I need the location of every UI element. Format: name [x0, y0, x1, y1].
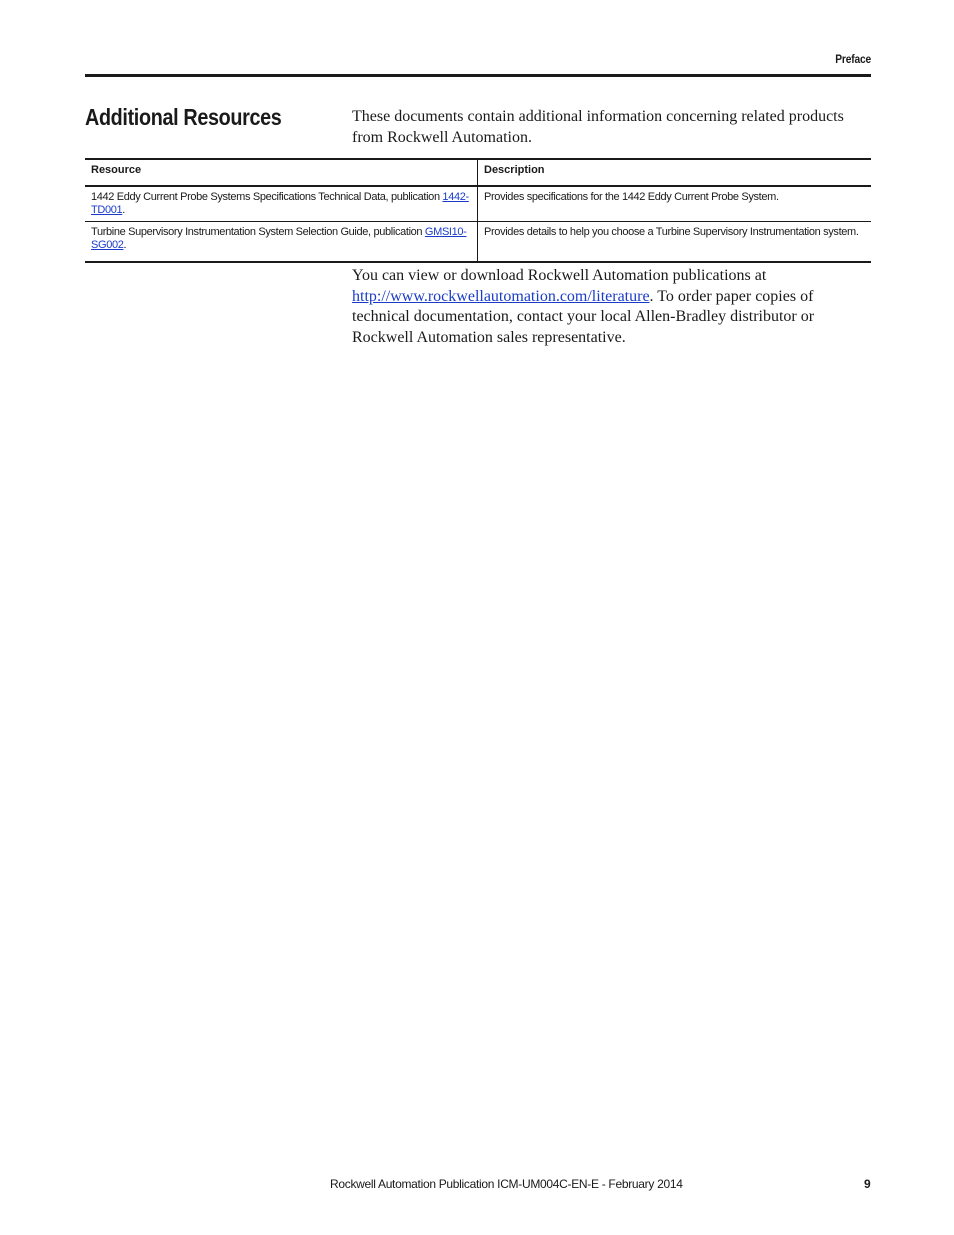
- header-rule: [85, 74, 871, 77]
- description-cell: Provides specifications for the 1442 Eddy Current Probe System.: [478, 186, 872, 222]
- table-row: [85, 222, 871, 263]
- resource-text: 1442 Eddy Current Probe Systems Specifications Technical Data, publication: [91, 191, 443, 203]
- resource-suffix: .: [123, 239, 127, 251]
- download-text-after: . To order paper copies of technical documentation, contact your local Allen-Bradley distributor or Rockwell Automation sales representative.: [352, 287, 815, 346]
- footer-publication: Rockwell Automation Publication ICM-UM004C-EN-E - February 2014: [330, 1177, 683, 1191]
- column-header-description: Description: [478, 159, 872, 186]
- resource-text: Turbine Supervisory Instrumentation System Selection Guide, publication: [91, 226, 425, 238]
- resource-suffix: .: [122, 204, 125, 216]
- running-header: Preface: [835, 52, 871, 66]
- table-row: [85, 186, 871, 222]
- table-header-row: [85, 159, 871, 186]
- resources-table: [85, 158, 871, 263]
- publication-link[interactable]: GMSI10-SG002: [91, 226, 467, 251]
- resource-cell: [85, 186, 478, 222]
- description-cell: Provides details to help you choose a Turbine Supervisory Instrumentation system.: [478, 222, 872, 263]
- section-title: Additional Resources: [85, 104, 282, 130]
- resource-cell: [85, 222, 478, 263]
- download-text-before: You can view or download Rockwell Automation publications at: [352, 267, 767, 284]
- intro-paragraph: These documents contain additional information concerning related products from Rockwell Automation.: [352, 108, 844, 146]
- download-paragraph: [352, 266, 871, 348]
- publication-link[interactable]: 1442-TD001: [91, 191, 469, 216]
- column-header-resource: Resource: [85, 159, 478, 186]
- page-number: 9: [864, 1177, 871, 1191]
- literature-link[interactable]: http://www.rockwellautomation.com/literature: [352, 287, 650, 305]
